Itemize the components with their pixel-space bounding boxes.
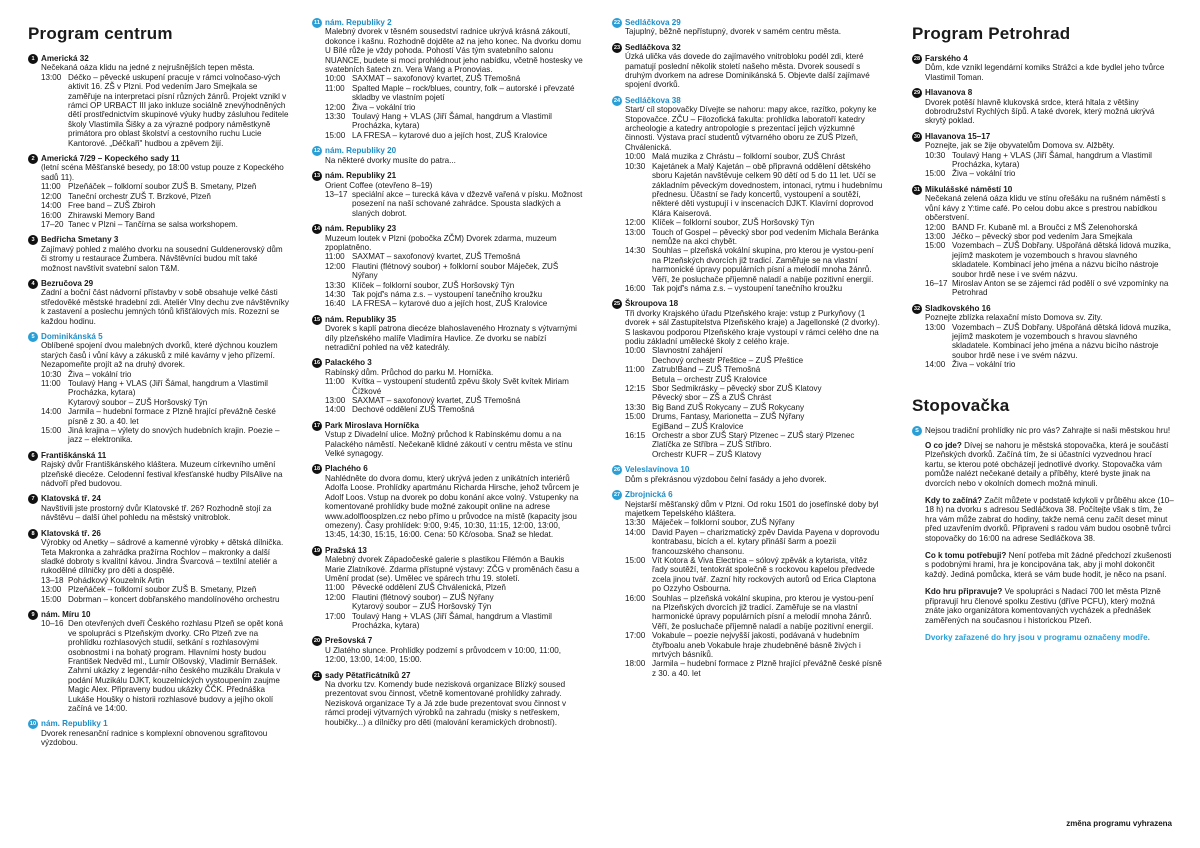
program-item: Betula – orchestr ZUŠ Kralovice [652,374,768,384]
venue-name: Sedláčkova 38 [625,95,681,105]
venue-number-badge: 17 [313,422,321,429]
venue-number-badge: 30 [913,133,921,140]
venue-entry [612,43,884,90]
stopovacka-intro-text: Nejsou tradiční prohlídky nic pro vás? Zahrajte si naši městskou hru! [925,425,1171,435]
program-time: 12:00 [925,222,946,232]
stopovacka-question: Co k tomu potřebuji? [925,551,1007,561]
venue-name: sady Pětatřicátníků 27 [325,670,411,680]
venue-entry [312,464,584,539]
venue-description: Nejstarší měšťanský dům v Plzni. Od roku 1501 do josefínské doby byl majetkem Tepelského kláštera. [625,499,879,518]
program-item: Plzeňáček – folklorní soubor ZUŠ B. Smetany, Plzeň [68,585,257,595]
program-item: Plzeňáček – folklorní soubor ZUŠ B. Smetany, Plzeň [68,182,257,192]
program-item: Déčko – pěvecké uskupení pracuje v rámci volnočaso-vých aktivit 16. ZŠ v Plzni. Pod vedením Jaro Smejkala se zaměřuje na interpretaci písní různých žánrů. Projekt vznikl v rámci OP URBACT III jako inkluze sociálně znevýhodněných dětí prostřednictvím skupinové výuky hudby zásluhou ředitele školy Vlastimila Šišky a za výrazné podpory náměstkyně primátora pro oblast školství a cestovního ruchu Lucie Kantorové. „Déčkaři" hudbou a zpěvem žijí. [68,72,289,148]
venue-description: Tři dvorky Krajského úřadu Plzeňského kraje: vstup z Purkyňovy (1 dvorek + sál Zastupitelstva Plzeňského kraje) a Jagellonské (2 dvorky). S laskavou podporou Plzeňského kraje vystoupí v rámci celého dne na podiu základní umělecké školy z celého kraje. [625,308,880,346]
venue-entry [312,224,584,309]
venue-program [41,182,290,229]
venue-number-badge: 5 [28,332,38,342]
program-time [325,602,352,611]
program-time: 13:00 [625,227,646,237]
program-time: 13:00 [925,231,946,241]
program-time: 15:00 [625,412,646,422]
stopovacka-answer: Začít můžete v podstatě kdykoli v průběhu akce (10–18 h) na dvorku s adresou Sedláčkova 38. Počítejte však s tím, že hra vám může zabrat do hodiny, takže nemá cenu začít deset minut před uzavřením dvorků. Připraveni s radou vám budou osobně tvůrci stopovačky do 16:00 na adrese Sedláčkova 38. [925,496,1174,543]
program-time: 12:00 [625,218,646,228]
venue-program [41,576,290,604]
program-item: Živa – vokální trio [952,169,1016,179]
program-item: LA FRESA – kytarové duo a jejích host, ZUŠ Kralovice [352,299,548,309]
column-centrum-2 [312,18,584,733]
venue-entry [612,96,884,294]
venue-description: Nečekaná zelená oáza klidu ve stínu ořešáku na rušném náměstí s vůní kávy z Y:time café. Po celou dobu akce s prestrou nabídkou občerstvení. [925,194,1166,223]
program-time: 14:00 [625,527,646,537]
program-time: 13:00 [41,72,62,82]
program-time: 11:00 [325,252,345,262]
program-item: Klíček – folklorní soubor, ZUŠ Horšovský Týn [652,218,815,228]
venue-description: Výrobky od Anetky – sádrové a kamenné výrobky + dětská dílnička. Teta Makronka a zahrádka pražírna Rochlov – makronky a další sladké dobroty s kvalitní kávou. Jindra Švarcová – textilní ateliér a rukodělné dílničky pro děti a dospělé. [41,538,284,576]
venue-description: Muzeum loutek v Plzni (pobočka ZČM) Dvorek zdarma, muzeum zpoplatněno. [325,233,557,252]
venue-entry [28,235,290,273]
venue-description: Dvorek s kaplí patrona diecéze blahoslaveného Hroznaty s výtvarnými díly plzeňského malíře Vladimíra Havlice. Ze dvorku se nabízí netradiční pohled na věž katedrály. [325,324,577,352]
venue-number-badge: 16 [313,360,321,367]
venue-number-badge: 26 [613,467,621,474]
program-time: 12:00 [325,592,346,602]
venue-number-badge: 12 [313,148,321,155]
venue-description: Poznejte zblízka relaxační místo Domova sv. Zity. [925,313,1103,323]
venue-name: Dominikánská 5 [41,331,103,341]
venue-program [625,518,884,678]
program-item: Drums, Fantasy, Marionetta – ZUŠ Nýřany [652,412,805,422]
venue-description: U Zlatého slunce. Prohlídky podzemí s průvodcem v 10:00, 11:00, 12:00, 13:00, 14:00, 15:00. [325,645,562,665]
venue-name: Škroupova 18 [625,299,679,309]
program-time [625,393,652,402]
venue-description: Úzká ulička vás dovede do zajímavého vnitrobloku podél zdi, které pamatují poslední několik století našeho města. Dvorek sousedí s druhým dvorkem na adrese Dominikánská 5. Objevte další zajímavé spojení dvorků. [625,52,870,90]
program-item: Vokabule – poezie nejvyšší jakosti, podávaná v hudebním čtyřboalu aneb Vokabule hraje zhudebněné básně živých i mrtvých básníků. [652,631,861,659]
program-item: Klíček – folklorní soubor, ZUŠ Horšovský Týn [352,280,515,290]
venue-name: nám. Republiky 20 [325,146,397,156]
program-item: Pěvecký sbor – ZŠ a ZUŠ Chrást [652,393,772,403]
program-time: 15:00 [41,426,62,436]
venue-description: Navštivili jste prostorný dvůr Klatovské tř. 26? Rozhodně stojí za návštěvu – další úhel pohledu na městský vnitroblok. [41,503,272,523]
venue-name: nám. Republiky 23 [325,224,397,234]
venue-number-badge: 23 [613,44,621,51]
program-item: Toulavý Hang + VLAS (Jiří Šámal, hangdrum a Vlastimil Procházka, kytara) [352,112,552,131]
stopovacka-blue-note: Dvorky zařazené do hry jsou v programu označeny modře. [925,632,1150,642]
venue-number-badge: 19 [313,547,321,554]
program-item: David Payen – charizmatický zpěv Davida Payena v doprovodu kontrabasu, bicích a el. kytary přináší šarm a poezii francouzského chansonu. [652,527,880,556]
venue-name: nám. Republiky 1 [41,719,108,729]
venue-program [41,619,290,713]
program-item: Kvítka – vystoupení studentů zpěvu školy Svět kvítek Miriam Čížkové [352,377,569,396]
stopovacka-answer: Není potřeba mít žádné předchozí zkušenosti s podobnými hrami, hra je koncipována tak, aby ji mohl dokončit každý. Jediná pomůcka, která se vám bude hodit, je něco na psaní. [925,551,1172,579]
program-time: 12:00 [325,261,346,271]
venue-description: Malebný dvorek v těsném sousedství radnice ukrývá krásná zákoutí, dokonce i kašnu. Rozhodně dojděte až na jeho konec. Na dvorku domu U Bílé růže je vždy pohoda. Pohostí Vás tým svatebního salonu NUANCE, budete si moci prohlédnout jeho nabídku, včetně hostesky ve svatebních šatech zn. Vera Wang a Pronovias. [325,27,583,75]
venue-number-badge: 3 [28,235,38,245]
program-item: Miroslav Anton se se zájemci rád podělí o své vzpomínky na Petrohrad [952,278,1169,298]
venue-description: Na dvorku tzv. Komendy bude nezisková organizace Blízký soused prezentovat svou činnost, včetně komentované prohlídky zahrady. Nezisková organizace Ty a Já zde bude prezentovat svou činnost v rámci prodeji výtvarných výrobků na zahradu (misky s netřeskem, houbičky...) a dílničky pro děti (malování keramických drobností). [325,680,567,727]
venue-number-badge: 28 [913,56,921,62]
venue-name: Park Miroslava Horníčka [325,420,420,430]
program-item: Slavnostní zahájení [652,346,723,356]
program-time [625,440,652,449]
venue-name: Mikulášské náměstí 10 [925,184,1013,194]
venue-name: Františkánská 11 [41,450,107,460]
program-item: Orchestr a sbor ZUŠ Starý Plzenec – ZUŠ starý Plzenec [652,431,855,441]
program-time: 13:30 [625,402,646,412]
program-item: Tak pojď's námа z.s. – vystoupení tanečního kroužku [652,283,843,293]
program-item: SAXMAT – saxofonový kvartet, ZUŠ Třemošná [352,74,521,84]
program-time: 11:00 [325,83,345,93]
program-item: Pěvecké oddělení ZUŠ Chválenická, Plzeň [352,583,506,593]
program-item: Toulavý Hang + VLAS (Jiří Šámal, hangdrum a Vlastimil Procházka, kytara) [352,611,552,630]
venue-number-badge: 1 [28,54,38,64]
program-item: BAND Fr. Kubaně ml. a Broučci z MŠ Zelenohorská [952,222,1138,232]
program-item: Big Band ZUŠ Rokycany – ZUŠ Rokycany [652,402,805,412]
venue-entry [612,299,884,459]
program-item: Vozembach – ZUŠ Dobřany. Ušpořáná dětská lidová muzika, jejímž maskotem je vozembouch s hravou slavného skladatele. Kombinací jeho jména a názvu bicího nástroje soubor hrdě nese i ve svém názvu. [952,322,1171,360]
venue-name: Bedřicha Smetany 3 [41,235,119,245]
program-item: Máječek – folklorní soubor, ZUŠ Nýřany [652,518,795,528]
stopovacka-question: Kdy to začíná? [925,496,983,506]
program-item: Tak pojď's námа z.s. – vystoupení tanečního kroužku [352,289,543,299]
program-item: Vít Kotora & Viva Electrica – sólový zpěvák a kytarista, vítěz řady soutěží, tentokrát společně s rockovou kapelou předvede zcela jinou tvář. Zazní hity rockových autorů od Erica Claptona po Ozzyho Osbourna. [652,555,877,594]
column-centrum-1 [28,18,290,754]
program-time: 16:00 [625,283,646,293]
venue-name: Veleslavínova 10 [625,465,690,475]
venue-program [925,223,1174,298]
venue-entry [612,490,884,678]
venue-program [41,73,290,148]
program-time: 15:00 [41,594,62,604]
program-item: Free band – ZUŠ Zbiroh [68,201,156,211]
program-time: 13:00 [925,322,946,332]
venue-program [325,377,584,415]
venue-entry [312,636,584,664]
venue-entry [28,719,290,747]
program-item: Taneční orchestr ZUŠ T. Brzkové, Plzeň [68,191,211,201]
program-time: 14:00 [925,360,946,370]
venue-name: Zbrojnická 6 [625,490,673,500]
program-item: Jéčko – pěvecký sbor pod vedením Jara Smejkala [952,231,1133,241]
program-time: 12:15 [625,384,646,394]
venue-number-badge: 27 [613,492,621,499]
footer-note: změna programu vyhrazena [1066,819,1172,828]
venue-program [325,190,584,218]
program-item: Toulavý Hang + VLAS (Jiří Šámal, hangdrum a Vlastimil Procházka, kytara) [952,150,1152,170]
program-item: LA FRESA – kytarové duo a jejích host, ZUŠ Kralovice [352,130,548,140]
program-time: 13:00 [41,585,62,595]
stopovacka-question: Kdo hru připravuje? [925,587,1003,597]
title-stopovacka: Stopovačka [912,395,1010,415]
venue-description: Zajímavý pohled z malého dvorku na sousední Guldenerovský dům či stromy u restaurace Žumbera. Návštěvníci budou mít také možnost navštívit svatební salon T&M. [41,244,283,273]
venue-entry [312,421,584,459]
program-time: 15:00 [925,169,946,179]
venue-program [325,252,584,308]
venue-number-badge: 32 [913,305,921,312]
venue-number-badge: 22 [613,20,621,26]
stopovacka-paragraph [925,551,1174,579]
venue-name: Americká 32 [41,54,89,63]
venue-description: Rabínský dům. Průchod do parku M. Horníčka. [325,367,494,377]
venue-program [625,346,884,459]
venue-name: Farského 4 [925,54,968,63]
program-time: 14:00 [325,405,346,415]
program-item: EgiBand – ZUŠ Kralovice [652,421,744,431]
program-item: Touch of Gospel – pěvecký sbor pod vedením Michala Beránka nemůže na akci chybět. [652,227,879,246]
venue-name: Sedláčkova 29 [625,18,681,27]
venue-entry [912,54,1174,82]
venue-name: Klatovská tř. 26 [41,528,101,538]
program-item: Kytarový soubor – ZUŠ Horšovský Týn [352,602,492,612]
venue-entry [312,171,584,218]
venue-name: Americká 7/29 – Kopeckého sady 11 [41,154,180,164]
column-petrohrad [912,18,1174,642]
venue-number-badge: 9 [28,610,38,620]
program-time: 10:30 [925,150,946,160]
program-time: 10:30 [625,161,646,171]
venue-program [325,74,584,140]
program-item: Souhlas – plzeňská vokální skupina, pro kterou je vystou-pení na Plzeňských dvorcích již tradicí. Zaměřuje se na vlastní harmonické úpravy populárních písní a melodií mnoha žánrů. Věří, že posluchače příjemně naladí a nabíje pozitivní energií. [652,246,874,284]
program-time: 11:00 [325,583,345,593]
venue-number-badge: 21 [313,672,321,679]
stopovacka-answer: Dívej se nahoru je městská stopovačka, která je součástí Plzeňských dvorků. Začíná tím, že si účastníci vyzvednou hrací kartu, se kterou poté obcházejí jednotlivé dvorky. Stopovačka vám pomůže nalézt nečekané detaily a příběhy, které byste jinak na dvorcích nebo v okolních domech možná minuli. [925,441,1169,488]
venue-description: (letní scéna Měšťanské besedy, po 18:00 vstup pouze z Kopeckého sadů 11). [41,163,284,182]
program-item: Jarmila – hudební formace z Plzně hrající převážně české písně z 30. a 40. let [68,407,276,426]
venue-name: Plachého 6 [325,464,368,474]
venue-entry [28,494,290,522]
venue-description: Nečekaná oáza klidu na jedné z nejrušnějších tepen města. [41,63,255,73]
program-item: Živa – vokální trio [352,102,416,112]
venue-number-badge: 25 [613,301,621,308]
program-item: Zlatíčka ze Stříbra – ZUŠ Stříbro. [652,440,772,450]
stopovacka-intro [912,426,1174,435]
stopovacka-paragraph [925,441,1174,488]
program-item: Toulavý Hang + VLAS (Jiří Šámal, hangdrum a Vlastimil Procházka, kytara) [68,379,268,398]
program-time: 10–16 [41,619,64,629]
program-item: Zhirawski Memory Band [68,210,155,220]
venue-name: Klatovská tř. 24 [41,494,101,504]
program-time: 16:40 [325,299,346,309]
venue-description: Vstup z Divadelní ulice. Možný průchod k Rabínskému domu a na Palackého náměstí. Nečekaně klidné zákoutí v centru města ve stínu Velké synagogy. [325,430,573,459]
venue-entry [612,465,884,484]
program-item: Kajetánek a Malý Kajetán – obě připravná oddělení dětského sboru Kajetán navštěvuje celkem 90 dětí od 5 do 11 let. Učí se základním pěveckým dovednostem, intonaci, rytmu i hudebnímu přednesu. Účastní se řady koncertů, vystoupení a soutěží, některé děti vystupují i v inscenacích DJKT. Klavírní doprovod Klára Kaiserová. [652,161,883,218]
venue-number-badge: 20 [313,638,321,645]
program-item: Zatrub!Band – ZUŠ Třemošná [652,365,761,375]
program-time: 12:00 [41,191,62,201]
program-time: 12:00 [325,102,346,112]
program-time [625,356,652,365]
program-time: 11:00 [325,377,345,387]
program-time: 17:00 [625,631,646,641]
venue-name: nám. Republiky 2 [325,18,392,27]
program-item: Jiná krajina – výlety do snových hudebních krajin. Poezie – jazz – elektronika. [68,426,280,445]
program-item: Sbor Sedmikrásky – pěvecký sbor ZUŠ Klatovy [652,384,822,394]
program-time: 13:30 [325,112,346,122]
venue-entry [28,451,290,489]
program-time: 15:00 [625,555,646,565]
venue-program [325,583,584,630]
venue-number-badge: 29 [913,90,921,97]
venue-description: Orient Coffee (otevřeno 8–19) [325,180,433,190]
program-time: 10:00 [625,152,646,162]
program-time: 10:00 [625,346,646,356]
venue-description: Oblíbené spojení dvou malebných dvorků, které dýchnou kouzlem starých časů i vůní kávy a zákusků z milé kavárny v jeho přízemí. Nezapomeňte projít až na druhý dvorek. [41,341,278,370]
venue-number-badge: 15 [313,316,321,323]
venue-description: Malebný dvorek Západočeské galerie s plastikou Filémón a Baukis Marie Zlatníkové. Zdarma přístupné výstavy: ZČG v proměnách času a Umění prodat (se). Umělec ve spárech trhu 19. století. [325,555,580,583]
venue-description: Dvorek potěší hlavně klukovská srdce, která hltala z většiny dobrodružství Rychlých šípů. A také dvorek, který možná ukrývá skrytý poklad. [925,97,1155,126]
program-time: 11:00 [41,379,61,388]
stopovacka-paragraph [925,587,1174,625]
venue-name: Pražská 13 [325,545,367,555]
program-item: SAXMAT – saxofonový kvartet, ZUŠ Třemošná [352,396,521,406]
program-time [625,422,652,431]
venue-description: Na některé dvorky musíte do patra... [325,155,456,165]
venue-entry [612,18,884,37]
venue-number-badge: 4 [28,279,38,289]
program-time: 11:00 [625,365,645,375]
venue-number-badge: 10 [29,721,37,728]
stopovacka-paragraph [925,496,1174,543]
venue-entry [28,154,290,229]
program-item: Flautini (flétnový soubor) + folklorní soubor Máječek, ZUŠ Nýřany [352,261,559,281]
program-time [41,398,68,407]
venue-number-badge: 11 [312,18,322,28]
venue-description: Dvorek renesanční radnice s komplexní obnovenou sgrafitovou výzdobou. [41,728,268,748]
venue-entry [912,132,1174,179]
program-time: 10:30 [41,369,62,379]
venue-entry [312,18,584,140]
program-item: SAXMAT – saxofonový kvartet, ZUŠ Třemošná [352,252,521,262]
program-time [625,450,652,459]
venue-entry [28,332,290,445]
venue-entry [28,529,290,604]
venue-entry [912,88,1174,126]
program-item: Živa – vokální trio [952,360,1016,370]
program-time: 14:00 [41,407,62,417]
program-item: Souhlas – plzeňská vokální skupina, pro kterou je vystou-pení na Plzeňských dvorcích již tradicí. Zaměřuje se na vlastní harmonické úpravy populárních písní a melodií mnoha žánrů. Věří, že posluchače příjemně naladí a nabíje pozitivní energií. [652,593,874,631]
venue-number-badge: 31 [913,186,921,193]
program-time: 17:00 [325,611,346,621]
venue-program [925,151,1174,179]
stopovacka-badge: S [912,426,922,436]
stopovacka-section [912,396,1174,643]
program-item: Pohádkový Kouzelník Artin [68,575,165,585]
venue-entry [28,279,290,326]
program-time: 14:30 [325,289,346,299]
program-time: 14:00 [41,201,62,211]
program-time: 10:00 [325,74,346,84]
venue-entry [28,54,290,148]
column-centrum-3 [612,18,884,684]
venue-entry [912,304,1174,370]
venue-entry [312,146,584,165]
venue-number-badge: 6 [28,451,38,461]
program-item: Den otevřených dveří Českého rozhlasu Plzeň se opět koná ve spolupráci s Plzeňským dvorky. CRo Plzeň zve na prohlídku rozhlasových studií, setkání s rozhlasovými osobnostmi i na bohatý program. Hlavními hosty budou František Nedvěd ml., Lumír Olšovský, Vladimír Bernášek. Zahrní ukázky z legendár-ního českého muzikálu Drakula v podání Muzikálu DJKT, kouzelnických vystoupením zaujme Magic Alex. Připraveny budou ukázky ČČK. Přednáška Lukáše Houšky o historii rozhlasové budovy a jejího okolí začíná ve 14:00. [68,619,284,713]
venue-name: nám. Republiky 35 [325,314,397,324]
venue-name: Prešovská 7 [325,636,373,646]
venue-description: Nahlédněte do dvora domu, který ukrývá jeden z unikátních interiérů Adolfa Loose. Prohlídky apartmánu Richarda Hirsche, jehož tvůrcem je Adolf Loos. Vstup na dvorek po dobu konání akce volný. Vstupenky na komentované prohlídky bude možné zakoupit online na adrese www.adolfloosplzen.cz nebo přímo u průvodce na místě (kapacity jsou omezeny). Časy prohlídek: 9:00, 9:45, 10:30, 11:15, 12:00, 13:00, 13:45, 14:30, 15:15, 16:00. Cena: 50 Kč/osoba. Snaž se hledat. [325,473,580,540]
venue-name: Sladkovského 16 [925,303,991,313]
venue-entry [312,315,584,353]
venue-name: Palackého 3 [325,358,372,368]
venue-description: Tajuplný, běžně nepřístupný, dvorek v samém centru města. [625,27,841,37]
venue-name: nám. Míru 10 [41,609,91,619]
program-item: Dechové oddělení ZUŠ Třemošná [352,405,475,415]
venue-name: Hlavanova 8 [925,88,973,98]
program-time: 15:00 [925,241,946,251]
program-item: speciální akce – turecká káva v džezvě vařená v písku. Možnost posezení na naší schované zahrádce. Spousta sladkých a slaných dobrot. [352,189,583,218]
venue-entry [312,546,584,631]
venue-description: Poznejte, jak se žije obyvatelům Domova sv. Alžběty. [925,141,1115,151]
stopovacka-answer: Ve spolupráci s Nadací 700 let města Plzně připravují hru členové spolku Zestivu (dříve PCFU), který možná znáte jako organizátora komentovaných vycházek a přednášek zaměřených na současnou i historickou Plzeň. [925,587,1161,625]
program-time: 13:30 [325,280,346,290]
program-time: 13–17 [325,189,348,199]
title-program-centrum: Program centrum [28,24,173,43]
program-item: Flautini (flétnový soubor) – ZUŠ Nýřany [352,592,494,602]
program-item: Dobrman – koncert dobřanského mandolínového orchestru [68,594,280,604]
venue-number-badge: 8 [28,529,38,539]
program-time: 13–18 [41,575,64,585]
program-time: 15:00 [325,130,346,140]
venue-name: Sedláčkova 32 [625,42,681,52]
venue-entry [912,185,1174,298]
program-time [625,375,652,384]
venue-number-badge: 13 [313,173,321,180]
program-item: Malá muzika z Chrástu – folklorní soubor, ZUŠ Chrást [652,152,845,162]
venue-entry [312,671,584,727]
venue-entry [28,610,290,713]
stopovacka-question: O co jde? [925,441,962,450]
venue-description: Start/ cíl stopovačky Dívejte se nahoru: mapy akce, razítko, pokyny ke Stopovačce. ZČU – Filozofická fakulta: prohlídka laboratoří katedry archeologie a katedry antropologie s prezentací jejich výzkumné činnosti. Výstava prací studentů výtvarného oboru ze ZUŠ Plzeň, Chválenická. [625,105,877,152]
program-time: 16:15 [625,431,646,441]
program-time: 18:00 [625,659,646,669]
venue-name: Bezručova 29 [41,278,94,288]
venue-program [925,323,1174,370]
program-time: 11:00 [41,182,61,192]
program-time: 16:00 [41,210,62,220]
venue-name: nám. Republiky 21 [325,171,397,181]
venue-name: Hlavanova 15–17 [925,131,991,141]
venue-description: Dům, kde vznikl legendární komiks Strážci a kde bydlel jeho tvůrce Vlastimil Toman. [925,63,1165,82]
venue-number-badge: 14 [313,226,321,233]
venue-entry [312,358,584,414]
program-item: Orchestr KUFR – ZUŠ Klatovy [652,449,762,459]
program-time: 16–17 [925,278,948,288]
venue-number-badge: 18 [313,466,321,473]
program-item: Vozembach – ZUŠ Dobřany. Ušpořáná dětská lidová muzika, jejímž maskotem je vozembouch s hravou slavného skladatele. Kombinací jeho jména a názvu bicího nástroje soubor hrdě nese i ve svém názvu. [952,241,1171,279]
program-time: 16:00 [625,593,646,603]
venue-description: Zadní a boční část nádvorní přístavby v sobě obsahuje velké části středověké městské hradební zdi. Ateliér Vlny dechu zve návštěvníky k zastavení a poslechu jemných tónů křišťálových mís. Rozezní se každou hodinu. [41,288,289,326]
venue-program [41,370,290,445]
program-item: Kytarový soubor – ZUŠ Horšovský Týn [68,397,208,407]
program-item: Jarmila – hudební formace z Plzně hrající převážně české písně z 30. a 40. let [652,659,882,678]
program-item: Dechový orchestr Přeštice – ZUŠ Přeštice [652,355,804,365]
program-time: 14:30 [625,246,646,256]
program-time: 13:30 [625,518,646,528]
venue-description: Rajský dvůr Františkánského kláštera. Muzeum církevního umění plzeňské diecéze. Celodenní festival křesťanské hudby PilsAlive na nádvoří před budovou. [41,460,283,489]
program-item: Živa – vokální trio [68,369,132,379]
program-item: Tanec v Plzni – Tančírna se salsa workshopem. [68,219,238,229]
title-program-petrohrad: Program Petrohrad [912,24,1071,43]
venue-program [625,152,884,293]
program-time: 13:00 [325,396,346,406]
venue-description: Dům s překrásnou výzdobou čelní fasády a jeho dvorek. [625,474,827,484]
venue-number-badge: 2 [28,154,38,164]
venue-number-badge: 7 [28,494,38,504]
venue-number-badge: 24 [613,97,621,104]
program-time: 17–20 [41,219,64,229]
program-item: Spalted Maple – rock/blues, country, folk – autorské i převzaté skladby ve vlastním pojetí [352,83,575,103]
